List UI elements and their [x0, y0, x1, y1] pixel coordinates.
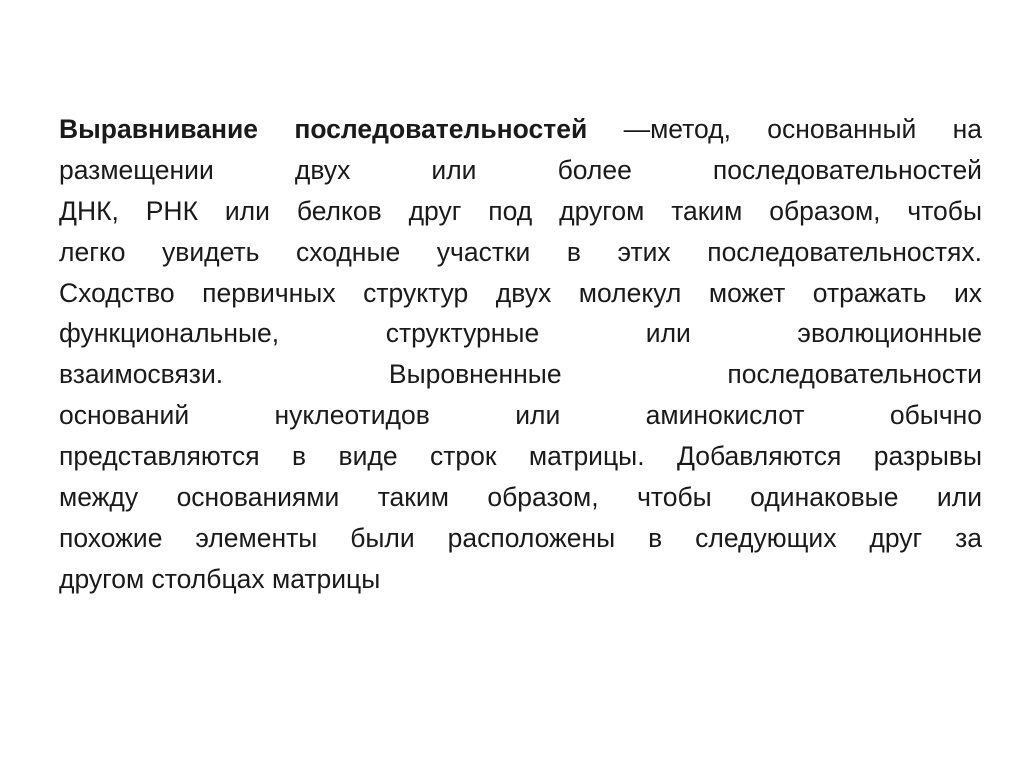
paragraph-line-2: размещении двух или более последовательностей — [59, 154, 982, 185]
paragraph-line-1-rest: —метод, основанный на — [623, 114, 982, 144]
paragraph-line-7: взаимосвязи. Выровненные последовательности — [59, 359, 982, 390]
paragraph-line-4: легко увидеть сходные участки в этих последовательностях. — [59, 236, 982, 267]
paragraph-line-5: Сходство первичных структур двух молекул может отражать их — [59, 277, 982, 308]
paragraph-line-6: функциональные, структурные или эволюционные — [59, 318, 982, 349]
paragraph-line-11: похожие элементы были расположены в следующих друг за — [59, 522, 982, 553]
paragraph-line-8: оснований нуклеотидов или аминокислот обычно — [59, 400, 982, 431]
paragraph-line-1 — [59, 109, 982, 150]
defined-term: Выравнивание последовательностей — [59, 114, 588, 144]
paragraph-line-3: ДНК, РНК или белков друг под другом таким образом, чтобы — [59, 195, 982, 226]
paragraph-line-9: представляются в виде строк матрицы. Добавляются разрывы — [59, 441, 982, 472]
paragraph-line-12: другом столбцах матрицы — [59, 563, 381, 594]
definition-paragraph — [59, 109, 982, 600]
paragraph-line-10: между основаниями таким образом, чтобы одинаковые или — [59, 482, 982, 513]
